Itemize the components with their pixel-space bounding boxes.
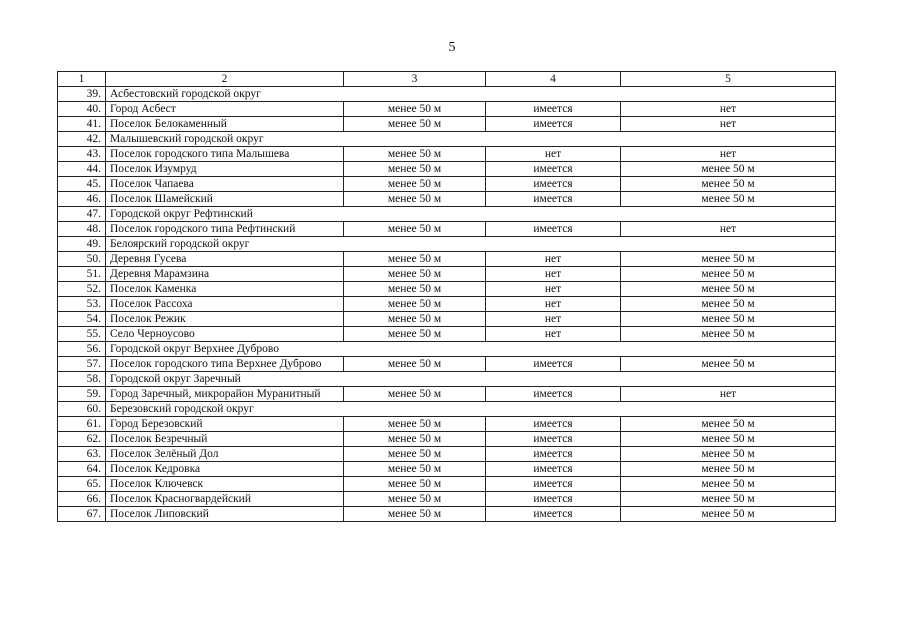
table-row — [58, 282, 836, 297]
col4-cell: имеется — [486, 492, 621, 507]
col5-cell: менее 50 м — [621, 357, 836, 372]
settlement-name-cell: Поселок Шамейский — [106, 192, 344, 207]
col3-cell: менее 50 м — [344, 477, 486, 492]
col5-cell: менее 50 м — [621, 432, 836, 447]
table-row — [58, 267, 836, 282]
col5-cell: менее 50 м — [621, 177, 836, 192]
settlement-name-cell: Город Березовский — [106, 417, 344, 432]
col4-cell: нет — [486, 297, 621, 312]
table-group-row — [58, 207, 836, 222]
table-row — [58, 147, 836, 162]
header-cell: 5 — [621, 72, 836, 87]
col4-cell: нет — [486, 282, 621, 297]
col3-cell: менее 50 м — [344, 252, 486, 267]
col4-cell: имеется — [486, 432, 621, 447]
col3-cell: менее 50 м — [344, 447, 486, 462]
col3-cell: менее 50 м — [344, 327, 486, 342]
table-group-row — [58, 372, 836, 387]
row-number-cell: 43. — [58, 147, 106, 162]
col4-cell: имеется — [486, 192, 621, 207]
settlement-name-cell: Поселок городского типа Малышева — [106, 147, 344, 162]
col5-cell: менее 50 м — [621, 492, 836, 507]
table-group-row — [58, 237, 836, 252]
table-row — [58, 357, 836, 372]
col3-cell: менее 50 м — [344, 492, 486, 507]
col3-cell: менее 50 м — [344, 222, 486, 237]
col4-cell: имеется — [486, 117, 621, 132]
table-row — [58, 432, 836, 447]
col5-cell: менее 50 м — [621, 297, 836, 312]
header-cell: 2 — [106, 72, 344, 87]
row-number-cell: 66. — [58, 492, 106, 507]
district-name-cell: Городской округ Рефтинский — [106, 207, 836, 222]
table-row — [58, 417, 836, 432]
col5-cell: менее 50 м — [621, 282, 836, 297]
table-header-row — [58, 72, 836, 87]
district-name-cell: Городской округ Верхнее Дуброво — [106, 342, 836, 357]
row-number-cell: 50. — [58, 252, 106, 267]
col5-cell: менее 50 м — [621, 417, 836, 432]
settlement-name-cell: Поселок Безречный — [106, 432, 344, 447]
row-number-cell: 41. — [58, 117, 106, 132]
page-number: 5 — [448, 40, 456, 55]
table-row — [58, 117, 836, 132]
col5-cell: менее 50 м — [621, 267, 836, 282]
row-number-cell: 42. — [58, 132, 106, 147]
table-row — [58, 327, 836, 342]
settlement-name-cell: Поселок Каменка — [106, 282, 344, 297]
row-number-cell: 57. — [58, 357, 106, 372]
table-row — [58, 387, 836, 402]
settlement-name-cell: Поселок Липовский — [106, 507, 344, 522]
table-row — [58, 297, 836, 312]
col5-cell: нет — [621, 387, 836, 402]
col4-cell: имеется — [486, 417, 621, 432]
table-row — [58, 222, 836, 237]
header-cell: 4 — [486, 72, 621, 87]
row-number-cell: 63. — [58, 447, 106, 462]
table-group-row — [58, 87, 836, 102]
table-group-row — [58, 132, 836, 147]
row-number-cell: 39. — [58, 87, 106, 102]
table-row — [58, 102, 836, 117]
col4-cell: имеется — [486, 222, 621, 237]
row-number-cell: 64. — [58, 462, 106, 477]
row-number-cell: 60. — [58, 402, 106, 417]
col4-cell: нет — [486, 252, 621, 267]
col3-cell: менее 50 м — [344, 162, 486, 177]
settlement-name-cell: Поселок городского типа Верхнее Дуброво — [106, 357, 344, 372]
col3-cell: менее 50 м — [344, 117, 486, 132]
row-number-cell: 55. — [58, 327, 106, 342]
row-number-cell: 52. — [58, 282, 106, 297]
col4-cell: имеется — [486, 357, 621, 372]
row-number-cell: 51. — [58, 267, 106, 282]
table-row — [58, 162, 836, 177]
col3-cell: менее 50 м — [344, 282, 486, 297]
table-row — [58, 177, 836, 192]
district-name-cell: Асбестовский городской округ — [106, 87, 836, 102]
col5-cell: нет — [621, 117, 836, 132]
settlement-name-cell: Поселок городского типа Рефтинский — [106, 222, 344, 237]
settlement-name-cell: Поселок Зелёный Дол — [106, 447, 344, 462]
table-row — [58, 252, 836, 267]
col3-cell: менее 50 м — [344, 312, 486, 327]
col4-cell: имеется — [486, 102, 621, 117]
col4-cell: нет — [486, 327, 621, 342]
col4-cell: нет — [486, 147, 621, 162]
col3-cell: менее 50 м — [344, 147, 486, 162]
col5-cell: нет — [621, 102, 836, 117]
settlement-name-cell: Поселок Кедровка — [106, 462, 344, 477]
table-row — [58, 192, 836, 207]
settlement-name-cell: Село Черноусово — [106, 327, 344, 342]
col3-cell: менее 50 м — [344, 357, 486, 372]
district-name-cell: Березовский городской округ — [106, 402, 836, 417]
settlement-name-cell: Деревня Марамзина — [106, 267, 344, 282]
col5-cell: нет — [621, 147, 836, 162]
col3-cell: менее 50 м — [344, 267, 486, 282]
district-name-cell: Городской округ Заречный — [106, 372, 836, 387]
col5-cell: менее 50 м — [621, 162, 836, 177]
col3-cell: менее 50 м — [344, 432, 486, 447]
header-cell: 3 — [344, 72, 486, 87]
table-row — [58, 447, 836, 462]
col4-cell: имеется — [486, 507, 621, 522]
row-number-cell: 45. — [58, 177, 106, 192]
row-number-cell: 62. — [58, 432, 106, 447]
table-row — [58, 312, 836, 327]
row-number-cell: 65. — [58, 477, 106, 492]
settlement-name-cell: Поселок Чапаева — [106, 177, 344, 192]
col4-cell: имеется — [486, 162, 621, 177]
col4-cell: имеется — [486, 177, 621, 192]
settlement-name-cell: Поселок Рассоха — [106, 297, 344, 312]
col5-cell: менее 50 м — [621, 252, 836, 267]
col3-cell: менее 50 м — [344, 507, 486, 522]
col3-cell: менее 50 м — [344, 177, 486, 192]
col3-cell: менее 50 м — [344, 192, 486, 207]
col5-cell: менее 50 м — [621, 507, 836, 522]
settlement-name-cell: Поселок Красногвардейский — [106, 492, 344, 507]
table-body — [58, 72, 836, 522]
row-number-cell: 47. — [58, 207, 106, 222]
col5-cell: менее 50 м — [621, 477, 836, 492]
district-name-cell: Белоярский городской округ — [106, 237, 836, 252]
col5-cell: менее 50 м — [621, 192, 836, 207]
row-number-cell: 53. — [58, 297, 106, 312]
settlement-name-cell: Поселок Режик — [106, 312, 344, 327]
col5-cell: менее 50 м — [621, 447, 836, 462]
col5-cell: менее 50 м — [621, 462, 836, 477]
row-number-cell: 49. — [58, 237, 106, 252]
table-group-row — [58, 402, 836, 417]
col5-cell: нет — [621, 222, 836, 237]
row-number-cell: 67. — [58, 507, 106, 522]
col3-cell: менее 50 м — [344, 387, 486, 402]
row-number-cell: 58. — [58, 372, 106, 387]
row-number-cell: 48. — [58, 222, 106, 237]
col4-cell: нет — [486, 267, 621, 282]
table-row — [58, 477, 836, 492]
table-row — [58, 462, 836, 477]
col5-cell: менее 50 м — [621, 312, 836, 327]
table-group-row — [58, 342, 836, 357]
settlement-name-cell: Город Асбест — [106, 102, 344, 117]
settlements-table — [57, 71, 836, 522]
col4-cell: имеется — [486, 477, 621, 492]
col5-cell: менее 50 м — [621, 327, 836, 342]
col4-cell: нет — [486, 312, 621, 327]
row-number-cell: 44. — [58, 162, 106, 177]
table-row — [58, 507, 836, 522]
col3-cell: менее 50 м — [344, 102, 486, 117]
col4-cell: имеется — [486, 462, 621, 477]
header-cell: 1 — [58, 72, 106, 87]
settlement-name-cell: Поселок Ключевск — [106, 477, 344, 492]
row-number-cell: 40. — [58, 102, 106, 117]
col3-cell: менее 50 м — [344, 297, 486, 312]
col4-cell: имеется — [486, 387, 621, 402]
table-row — [58, 492, 836, 507]
settlement-name-cell: Поселок Белокаменный — [106, 117, 344, 132]
settlement-name-cell: Поселок Изумруд — [106, 162, 344, 177]
row-number-cell: 56. — [58, 342, 106, 357]
col3-cell: менее 50 м — [344, 462, 486, 477]
row-number-cell: 61. — [58, 417, 106, 432]
row-number-cell: 54. — [58, 312, 106, 327]
col3-cell: менее 50 м — [344, 417, 486, 432]
row-number-cell: 59. — [58, 387, 106, 402]
settlement-name-cell: Деревня Гусева — [106, 252, 344, 267]
settlement-name-cell: Город Заречный, микрорайон Муранитный — [106, 387, 344, 402]
district-name-cell: Малышевский городской округ — [106, 132, 836, 147]
col4-cell: имеется — [486, 447, 621, 462]
row-number-cell: 46. — [58, 192, 106, 207]
